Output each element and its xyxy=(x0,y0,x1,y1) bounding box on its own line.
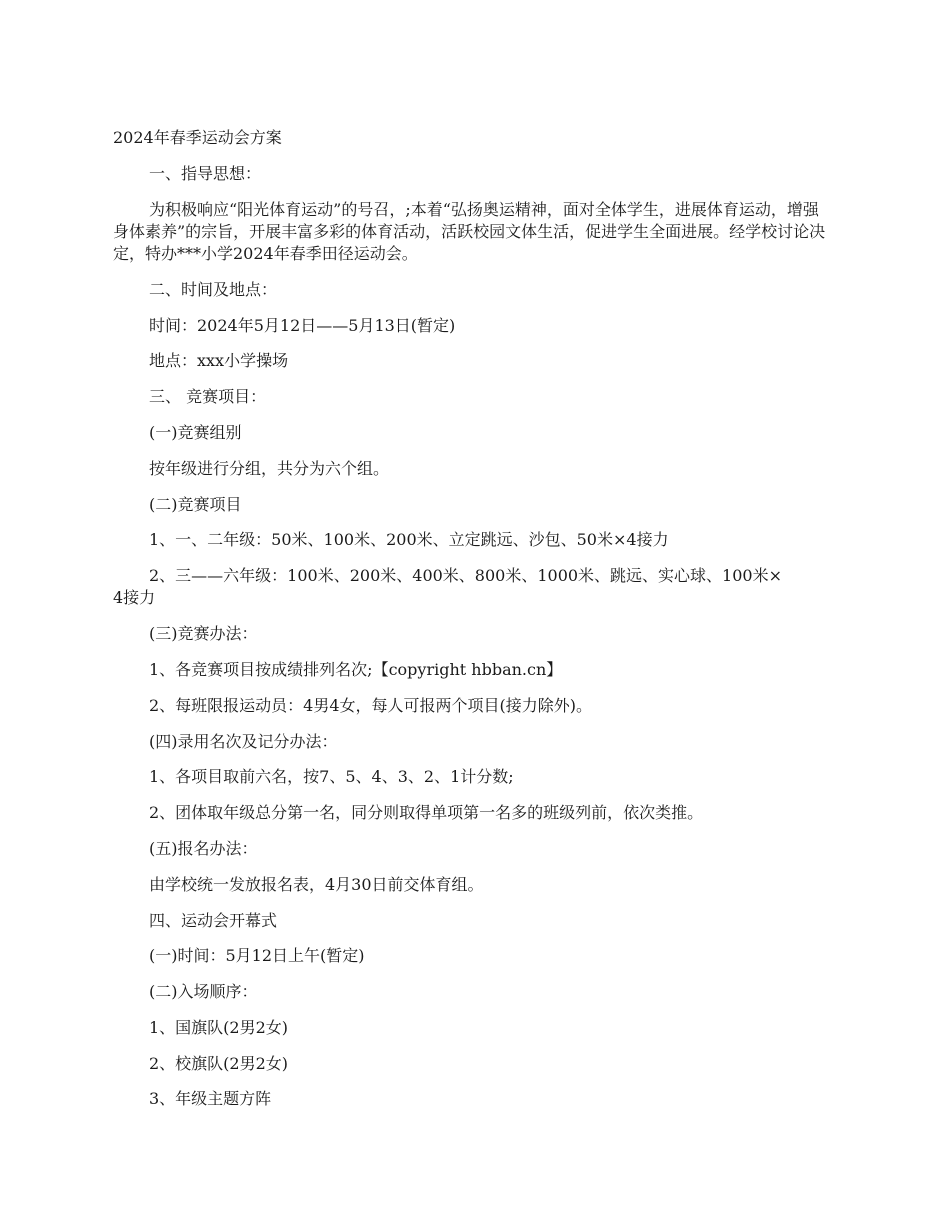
scoring-heading: (四)录用名次及记分办法： xyxy=(149,732,338,751)
events-heading: (二)竞赛项目 xyxy=(149,495,242,514)
section-heading-guiding-thought: 一、指导思想： xyxy=(149,164,262,183)
document-title: 2024年春季运动会方案 xyxy=(113,128,282,147)
section-heading-opening: 四、运动会开幕式 xyxy=(149,911,278,930)
events-item-1: 1、一、二年级：50米、100米、200米、立定跳远、沙包、50米×4接力 xyxy=(149,530,669,549)
order-heading: (二)入场顺序： xyxy=(149,982,258,1001)
rules-item-1: 1、各竞赛项目按成绩排列名次;【copyright hbban.cn】 xyxy=(149,660,563,679)
guiding-thought-paragraph: 为积极响应“阳光体育运动”的号召，;本着“弘扬奥运精神，面对全体学生，进展体育运动，增强身体素养”的宗旨，开展丰富多彩的体育活动，活跃校园文体生活，促进学生全面进展。经学校讨论决定，特办***小学2024年春季田径运动会。 xyxy=(113,200,826,263)
opening-time: (一)时间：5月12日上午(暂定) xyxy=(149,946,365,965)
events-item-2: 2、三——六年级：100米、200米、400米、800米、1000米、跳远、实心球、100米×4接力 xyxy=(113,566,783,607)
place-line: 地点：xxx小学操场 xyxy=(149,351,289,370)
order-item-1: 1、国旗队(2男2女) xyxy=(149,1018,289,1037)
time-line: 时间：2024年5月12日——5月13日(暂定) xyxy=(149,316,456,335)
scoring-item-1: 1、各项目取前六名，按7、5、4、3、2、1计分数; xyxy=(149,767,514,786)
groups-body: 按年级进行分组，共分为六个组。 xyxy=(149,459,390,478)
section-heading-time-place: 二、时间及地点： xyxy=(149,280,278,299)
section-heading-events: 三、 竞赛项目： xyxy=(149,387,267,406)
order-item-2: 2、校旗队(2男2女) xyxy=(149,1054,289,1073)
rules-heading: (三)竞赛办法： xyxy=(149,624,258,643)
groups-heading: (一)竞赛组别 xyxy=(149,423,242,442)
signup-heading: (五)报名办法： xyxy=(149,839,258,858)
rules-item-2: 2、每班限报运动员：4男4女，每人可报两个项目(接力除外)。 xyxy=(149,696,593,715)
signup-body: 由学校统一发放报名表，4月30日前交体育组。 xyxy=(149,875,484,894)
order-item-3: 3、年级主题方阵 xyxy=(149,1089,272,1108)
scoring-item-2: 2、团体取年级总分第一名，同分则取得单项第一名多的班级列前，依次类推。 xyxy=(149,803,704,822)
